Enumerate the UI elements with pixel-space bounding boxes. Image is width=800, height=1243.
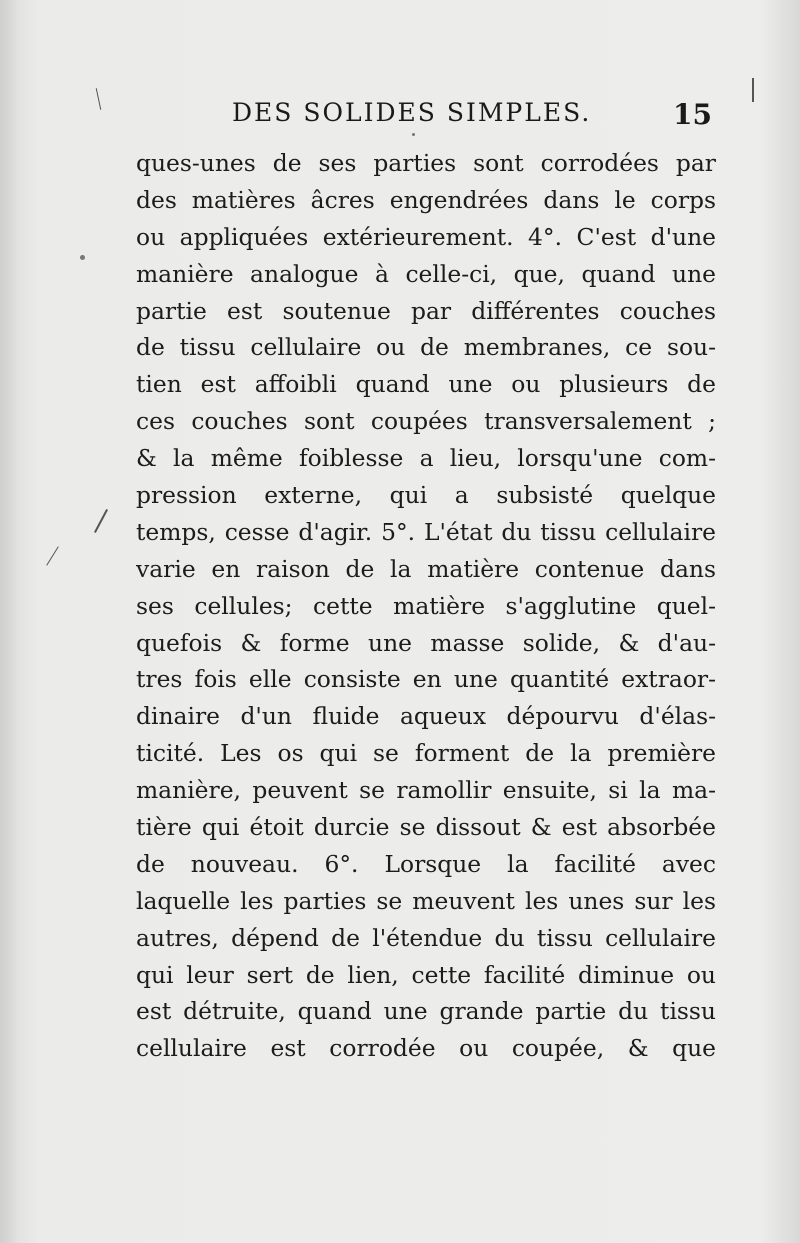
text-line: de nouveau. 6°. Lorsque la facilité avec	[136, 849, 716, 878]
text-line: qui leur sert de lien, cette facilité diminue ou	[136, 960, 716, 989]
body-text	[136, 145, 716, 1067]
text-line: manière, peuvent se ramollir ensuite, si la ma-	[136, 776, 716, 805]
text-line: laquelle les parties se meuvent les unes sur les	[136, 886, 716, 915]
text-line: ces couches sont coupées transversalement ;	[136, 407, 716, 436]
scan-mark	[96, 88, 102, 110]
scan-speck	[80, 255, 85, 260]
text-line: ou appliquées extérieurement. 4°. C'est d'une	[136, 222, 716, 251]
text-line: ques-unes de ses parties sont corrodées par	[136, 149, 716, 177]
running-title: DES SOLIDES SIMPLES.	[232, 98, 592, 127]
text-line: des matières âcres engendrées dans le corps	[136, 185, 716, 214]
text-line: manière analogue à celle-ci, que, quand une	[136, 259, 716, 288]
scan-mark	[46, 546, 59, 565]
scan-mark	[752, 78, 754, 102]
text-line: & la même foiblesse a lieu, lorsqu'une com-	[136, 444, 716, 473]
text-line: ses cellules; cette matière s'agglutine quel-	[136, 591, 716, 620]
text-line: dinaire d'un fluide aqueux dépourvu d'élas-	[136, 702, 716, 731]
text-line: tière qui étoit durcie se dissout & est absorbée	[136, 813, 716, 842]
text-line: cellulaire est corrodée ou coupée, & que	[136, 1034, 716, 1063]
text-line: quefois & forme une masse solide, & d'au-	[136, 628, 716, 657]
text-line: tres fois elle consiste en une quantité extraor-	[136, 665, 716, 694]
text-line: ticité. Les os qui se forment de la première	[136, 739, 716, 768]
text-line: temps, cesse d'agir. 5°. L'état du tissu cellulaire	[136, 517, 716, 546]
text-line: varie en raison de la matière contenue dans	[136, 554, 716, 583]
text-line: tien est affoibli quand une ou plusieurs de	[136, 370, 716, 399]
text-line: partie est soutenue par différentes couches	[136, 296, 716, 325]
page-number: 15	[673, 98, 712, 131]
text-line: est détruite, quand une grande partie du tissu	[136, 997, 716, 1026]
text-line: de tissu cellulaire ou de membranes, ce sou-	[136, 333, 716, 362]
scan-speck	[412, 133, 415, 136]
scan-mark	[94, 509, 108, 533]
text-line: autres, dépend de l'étendue du tissu cellulaire	[136, 923, 716, 952]
page-header	[232, 98, 712, 132]
page-gutter-shadow	[0, 0, 18, 1243]
text-line: pression externe, qui a subsisté quelque	[136, 481, 716, 510]
